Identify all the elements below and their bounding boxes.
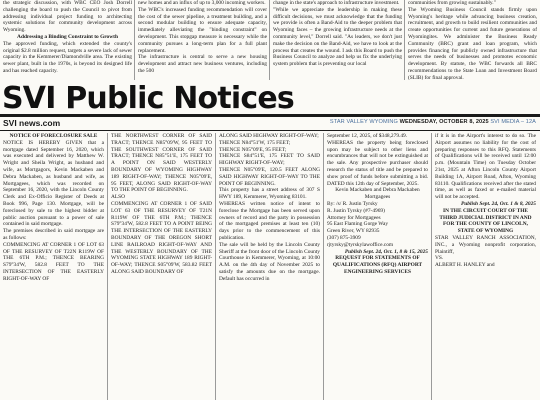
column-divider [134, 0, 135, 80]
column-divider [323, 133, 324, 400]
paragraph: WHEREAS written notice of intent to foreclose the Mortgage has been served upon owners of record and the party in possession of the mortgaged premises at least ten (10) days prior to the commencement of this publication. [219, 200, 320, 241]
paragraph: communities from growing sustainably." [408, 0, 496, 6]
paragraph: ALONG SAID HIGHWAY RIGHT-OF-WAY; [219, 133, 319, 139]
notice-column [3, 133, 104, 400]
paragraph: rjtyrsky@tyrskylawoffice.com [327, 241, 394, 248]
paragraph: WHEREAS the property being foreclosed upon may be subject to other liens and encumbrances that will not be extinguished at the sale. Any prospective purchaser should research the status of title and be prepared to show proof of funds before submitting a bid. DATED this 12th day of September, 2025. [327, 139, 428, 187]
column-divider [404, 0, 405, 80]
paragraph: NOTICE IS HEREBY GIVEN that a mortgage dated September 16, 2020, which was executed and delivered by Matthew W. Wright and Sheila Wright, as husband and wife, as Mortgagors, Kevin Mackaben and Debra Mackaben, as husband and wife, as Mortgagees, which was recorded on September 16, 2020, with the Lincoln County Clerk and Ex-Officio Register of Deeds at Book 996, Page 130. Mortgage, will be foreclosed by sale to the highest bidder at public auction pursuant to a power of sale contained in said mortgage. [3, 139, 104, 228]
paragraph: 95 East Flaming Gorge Way [327, 221, 389, 228]
paragraph: the strategic discussion, with WBC CEO Josh Dorrell challenging the board to push the Council to pivot from addressing individual project funding to architecting systemic solutions for community development across Wyoming. [3, 0, 132, 34]
article-column [408, 0, 537, 80]
article-column [138, 0, 267, 80]
notice-heading: REQUEST FOR STATEMENTS OF QUALIFICATIONS (RFQ) AIRPORT ENGINEERING SERVICES [332, 255, 423, 275]
paragraph: September 12, 2025, of $348,279.49. [327, 133, 408, 139]
paragraph: Mortgagees [364, 194, 391, 201]
dateline-publication: STAR VALLEY WYOMING [329, 119, 398, 125]
column-divider [269, 0, 270, 80]
dateline-date: WEDNESDAY, OCTOBER 8, 2025 [399, 119, 489, 125]
paragraph: R. Justin Tyrsky (#7-4969) [327, 207, 385, 214]
paragraph: This property has a street address of 307 S HWY 189, Kemmerer, Wyoming 83101. [219, 187, 320, 201]
dateline-page: SVI MEDIA – 12A [490, 119, 536, 125]
paragraph: The infrastructure is central to serve a new housing development and attract new business ventures, including the 500 [138, 54, 267, 74]
paragraph: Green River, WY 82935 [327, 228, 380, 235]
paragraph: THENCE N84°51'W, 175 FEET; [219, 139, 291, 146]
publish-dates: Publish Sept. 24, Oct. 1, 8 & 15, 2025 [344, 248, 428, 255]
paragraph: COMMENCING AT CORNER 1 OF LOT 63 OF THE RESURVEY OF T22N R119W OF THE 6TH P.M.; THENCE BEARING S79°34'W, 582.8 FEET TO THE INTERSECTION OF THE EASTERLY RIGHT-OF-WAY OF [3, 241, 104, 282]
paragraph: "While we appreciate the leadership in making these difficult decisions, we must acknowledge that the funding we provide is often a Band-Aid to the deeper problem that Wyoming faces – the growing infrastructure needs at the community level," Dorrell said. "As leaders, we don't just make the decision on the Band-Aid, we have to look at the process that creates the wound. I ask this Board to push the Business Council to analyze and help us fix the underlying system problem that is preventing our local [273, 6, 402, 68]
paragraph: (307) 875-3909 [327, 234, 361, 241]
publish-dates: Publish Sept. 24, Oct. 1 & 8, 2025 [460, 200, 536, 207]
column-divider [107, 133, 108, 400]
notice-column [435, 133, 536, 400]
paragraph: THENCE S84°51'E, 175 FEET TO SAID HIGHWAY RIGHT-OF-WAY; [219, 153, 320, 167]
article-column [3, 0, 132, 80]
paragraph: THENCE N05°09'E, 120.5 FEET ALONG SAID HIGHWAY RIGHT-OF-WAY TO THE POINT OF BEGINNING. [219, 166, 320, 187]
paragraph: By: /s/ R. Justin Tyrsky [327, 200, 378, 207]
paragraph: The Wyoming Business Council stands firmly upon Wyoming's heritage while advancing business creation, recruitment, and growth to build resilient communities and create opportunities for current and future generations of Wyomingites. We administer the Business Ready Community (BRC) grant and loan program, which provides financing for publicly owned infrastructure that serves the needs of businesses and promotes economic development. By statute, the WBC forwards all BRC recommendations to the State Loan and Investment Board (SLIB) for final approval. [408, 6, 537, 80]
paragraph: THENCE N05°09'E, 95 FEET; [219, 146, 287, 153]
notice-heading: NOTICE OF FORECLOSURE SALE [9, 133, 98, 139]
site-url[interactable]: SVI news.com [3, 118, 61, 128]
paragraph: THE NORTHWEST CORNER OF SAID TRACT; THENCE N85°09'W, 95 FEET TO THE SOUTHWEST CORNER OF SAID TRACT; THENCE N85°51'E, 175 FEET TO A POINT ON SAID WESTERLY BOUNDARY OF WYOMING HIGHWAY 189 RIGHT-OF-WAY; THENCE N05°09'E, 95 FEET, ALONG SAID RIGHT-OF-WAY TO THE POINT OF BEGINNING. [111, 133, 212, 194]
paragraph: ALBERT H. HANLEY and [435, 262, 495, 269]
masthead [0, 84, 540, 114]
notice-column [327, 133, 428, 400]
paragraph: Kevin Mackaben and Debra Mackaben [335, 187, 420, 194]
masthead-rule [0, 114, 540, 117]
paragraph: COMMENCING AT CORNER 1 OF SAID LOT 63 OF THE RESURVEY OF T21N R119W OF THE 6TH P.M.; THENCE S79°34'W, 582.8 FEET TO A POINT BEING THE INTERSECTION OF THE EASTERLY BOUNDARY OF THE OREGON SHORT LINE RAILROAD RIGHT-OF-WAY AND THE WESTERLY BOUNDARY OF THE WYOMING STATE HIGHWAY 189 RIGHT-OF-WAY; THENCE S05°09'W, 583.82 FEET ALONG SAID BOUNDARY OF [111, 200, 212, 275]
notice-column [219, 133, 320, 400]
paragraph: new homes and an influx of up to 3,000 incoming workers. [138, 0, 266, 6]
paragraph: The sale will be held by the Lincoln County Sheriff at the front door of the Lincoln County Courthouse in Kemmerer, Wyoming, at 10:00 A.M. on the 4th day of November 2025 to satisfy the amounts due on the mortgage. Default has occurred in [219, 241, 320, 282]
paragraph: VS. [435, 255, 444, 262]
paragraph: The approved funding, which extended the county's original $2.8 million request, targets a severe lack of sewer capacity in the Kemmerer/Diamondville area. The existing sewer plant, built in the 1970s, is beyond its designed life and has reached capacity. [3, 40, 132, 74]
paragraph: STAR VALLEY RANCH ASSOCIATION, INC., a Wyoming nonprofit corporation, Plaintiff, [435, 234, 536, 255]
paragraph: change in the state's approach to infrastructure investment. [273, 0, 400, 6]
notice-heading: IN THE CIRCUIT COURT OF THE THIRD JUDICIAL DISTRICT IN AND FOR THE COUNTY OF LINCOLN, STATE OF WYOMING [439, 207, 532, 235]
notice-column [111, 133, 212, 400]
column-divider [431, 133, 432, 400]
paragraph: if it is in the Airport's interest to do so. The Airport assumes no liability for the cost of preparing responses to this RFQ. Statements of Qualifications will be received until 12:00 p.m. (Mountain Time) on Tuesday October 21st, 2025 at Afton Lincoln County Airport Building 1A, Airport Road, Afton, Wyoming 83110. Qualifications received after the stated time, as well as faxed or e-mailed material will not be accepted. [435, 133, 536, 201]
dateline [330, 119, 536, 125]
paragraph: Attorney for Mortgagees [327, 214, 381, 221]
paragraph: The WBC's increased funding recommendation will cover the cost of the sewer pipeline, a treatment building, and a second modular building to ensure adequate capacity, immediately alleviating the "binding constraint" on development. This stopgap measure is necessary while the community pursues a long-term plan for a full plant replacement. [138, 6, 267, 54]
page-title: SVI Public Notices [2, 84, 294, 114]
dateline-rule [0, 130, 540, 131]
article-column [273, 0, 402, 80]
notice-heading: Addressing a Binding Constraint to Growth [17, 33, 118, 40]
column-divider [215, 133, 216, 400]
paragraph: ALSO [111, 194, 126, 201]
paragraph: The premises described in said mortgage are as follows: [3, 228, 104, 241]
